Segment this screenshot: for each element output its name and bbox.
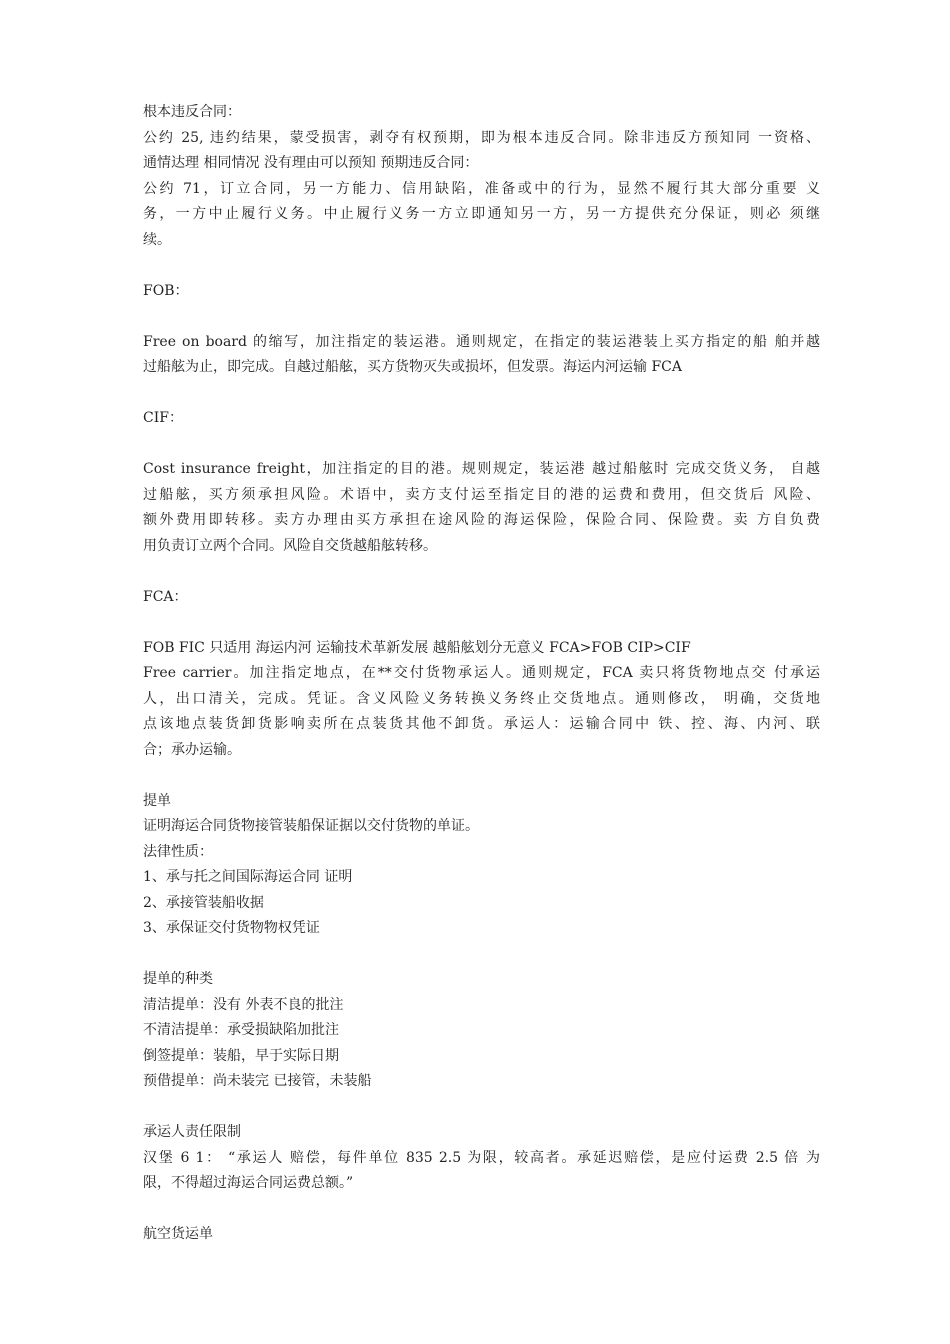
- list-item: 预借提单：尚未装完 已接管，未装船: [143, 1073, 372, 1089]
- blank-line: [143, 610, 820, 636]
- paragraph-line: 公约 71，订立合同，另一方能力、信用缺陷，准备或中的行为，显然不履行其大部分重要 义: [143, 180, 820, 197]
- paragraph-line: 用负责订立两个合同。风险自交货越船舷转移。: [143, 537, 437, 554]
- paragraph-line: 务，一方中止履行义务。中止履行义务一方立即通知另一方，另一方提供充分保证，则必 须继: [143, 206, 820, 222]
- section-heading-carrier: 承运人责任限制: [143, 1124, 241, 1140]
- paragraph-line: 过船舷为止，即完成。自越过船舷，买方货物灭失或损坏，但发票。海运内河运输 FCA: [143, 359, 682, 375]
- list-item: 清洁提单：没有 外表不良的批注: [143, 996, 344, 1013]
- list-item: 倒签提单：装船，早于实际日期: [143, 1047, 339, 1064]
- paragraph-line: 法律性质：: [143, 843, 213, 860]
- blank-line: [143, 253, 820, 279]
- section-heading-bill-types: 提单的种类: [143, 971, 213, 987]
- paragraph-line: 通情达理 相同情况 没有理由可以预知 预期违反合同：: [143, 155, 479, 171]
- section-heading-air: 航空货运单: [143, 1226, 213, 1242]
- paragraph-line: Free on board 的缩写，加注指定的装运港。通则规定，在指定的装运港装上买方指定的船 舶并越: [143, 333, 820, 350]
- list-item: 2、承接管装船收据: [143, 894, 264, 911]
- section-heading-bill: 提单: [143, 792, 171, 809]
- list-item: 不清洁提单：承受损缺陷加批注: [143, 1022, 339, 1038]
- section-heading-cif: CIF：: [143, 410, 183, 426]
- paragraph-line: 公约 25, 违约结果，蒙受损害，剥夺有权预期，即为根本违反合同。除非违反方预知同 一资格、: [143, 129, 820, 146]
- blank-line: [143, 559, 820, 585]
- list-item: 3、承保证交付货物物权凭证: [143, 920, 320, 936]
- section-heading-fca: FCA：: [143, 588, 188, 605]
- paragraph-line: 点该地点装货卸货影响卖所在点装货其他不卸货。承运人：运输合同中 铁、控、海、内河、联: [143, 716, 820, 732]
- blank-line: [143, 432, 820, 458]
- section-heading-breach: 根本违反合同：: [143, 104, 241, 120]
- paragraph-line: 续。: [143, 231, 171, 248]
- paragraph-line: 汉堡 6 1： “承运人 赔偿，每件单位 835 2.5 为限，较高者。承延迟赔偿，是应付运费 2.5 倍 为: [143, 1149, 820, 1166]
- blank-line: [143, 1095, 820, 1121]
- paragraph-line: Free carrier。加注指定地点，在**交付货物承运人。通则规定，FCA 卖只将货物地点交 付承运: [143, 665, 820, 681]
- paragraph-line: 限，不得超过海运合同运费总额。”: [143, 1175, 354, 1191]
- paragraph-line: Cost insurance freight，加注指定的目的港。规则规定，装运港 越过船舷时 完成交货义务， 自越: [143, 461, 820, 477]
- section-heading-fob: FOB：: [143, 282, 189, 299]
- blank-line: [143, 304, 820, 330]
- paragraph-line: 证明海运合同货物接管装船保证据以交付货物的单证。: [143, 818, 479, 834]
- paragraph-line: 人，出口清关，完成。凭证。含义风险义务转换义务终止交货地点。通则修改， 明确，交货地: [143, 690, 820, 707]
- blank-line: [143, 942, 820, 968]
- paragraph-line: 合；承办运输。: [143, 741, 241, 758]
- blank-line: [143, 1197, 820, 1223]
- paragraph-line: 过船舷，买方须承担风险。术语中，卖方支付运至指定目的港的运费和费用，但交货后 风险、: [143, 486, 820, 503]
- blank-line: [143, 381, 820, 407]
- paragraph-line: 额外费用即转移。卖方办理由买方承担在途风险的海运保险，保险合同、保险费。卖 方自负费: [143, 512, 820, 528]
- paragraph-line: FOB FIC 只适用 海运内河 运输技术革新发展 越船舷划分无意义 FCA>FOB CIP>CIF: [143, 639, 691, 656]
- blank-line: [143, 763, 820, 789]
- list-item: 1、承与托之间国际海运合同 证明: [143, 869, 353, 885]
